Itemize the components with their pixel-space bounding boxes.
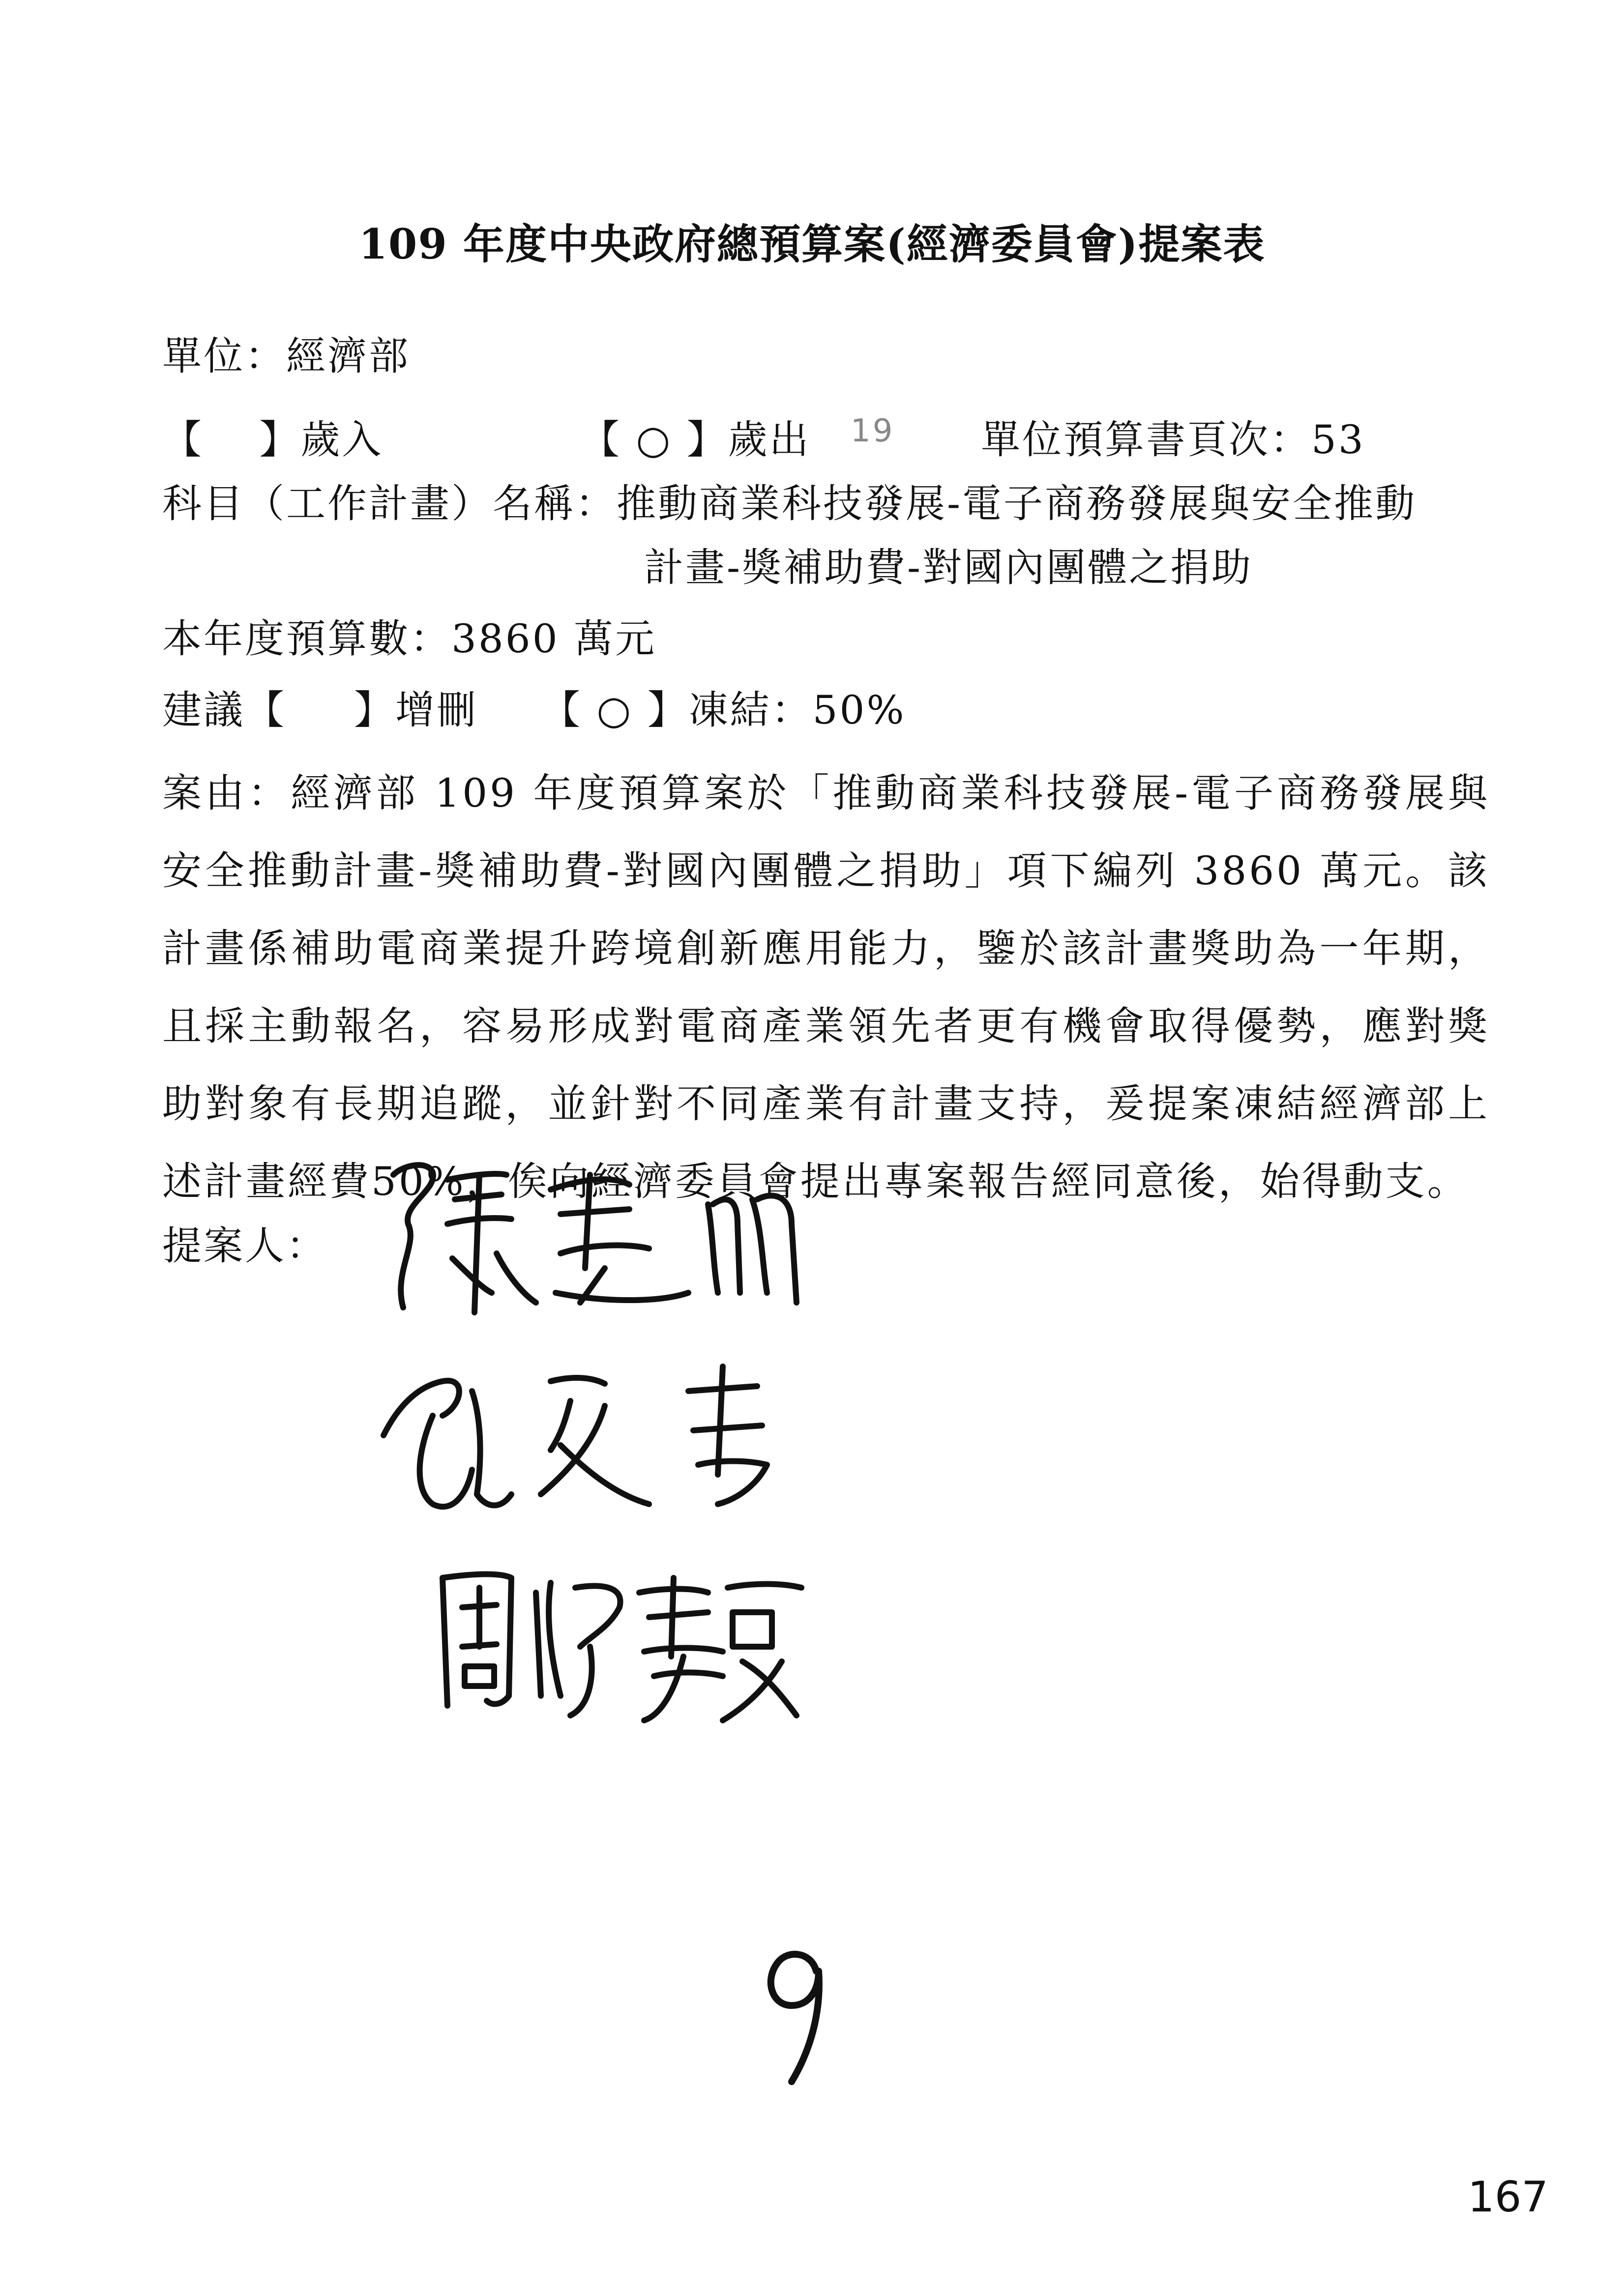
suggestion-prefix: 建議【	[162, 687, 286, 733]
page-title: 109 年度中央政府總預算案(經濟委員會)提案表	[358, 220, 1266, 268]
expenditure-handwritten-mark: 19	[851, 413, 895, 449]
budget-page-number: 單位預算書頁次：53	[981, 417, 1365, 463]
signature-1	[374, 1145, 816, 1332]
unit-line: 單位：經濟部	[162, 333, 410, 379]
subject-name-line-2: 計畫-獎補助費-對國內團體之捐助	[644, 545, 1253, 590]
proposer-label: 提案人：	[162, 1223, 327, 1269]
revenue-option: 【 】歲入	[162, 417, 384, 463]
signature-2	[374, 1347, 816, 1534]
expenditure-option: 【 ○ 】歲出	[580, 417, 811, 463]
budget-amount: 本年度預算數：3860 萬元	[162, 616, 657, 662]
subject-name-line-1: 科目（工作計畫）名稱：推動商業科技發展-電子商務發展與安全推動	[162, 481, 1417, 526]
page-number: 167	[1468, 2173, 1549, 2222]
signature-3	[428, 1548, 821, 1735]
case-reason: 案由：經濟部 109 年度預算案於「推動商業科技發展-電子商務發展與安全推動計畫-獎補助費-對國內團體之捐助」項下編列 3860 萬元。該計畫係補助電商業提升跨境創新應用能力，鑒於該計畫獎助為一年期，且採主動報名，容易形成對電商產業領先者更有機會取得優勢，應對獎助對象有長期追蹤，並針對不同產業有計畫支持，爰提案凍結經濟部上述計畫經費50%，俟向經濟委員會提出專案報告經同意後，始得動支。	[162, 770, 1490, 1204]
suggestion-freeze: 【 ○ 】凍結：50%	[541, 687, 906, 733]
suggestion-add-delete: 】增刪	[354, 687, 478, 733]
handwritten-nine-mark	[757, 1942, 836, 2089]
